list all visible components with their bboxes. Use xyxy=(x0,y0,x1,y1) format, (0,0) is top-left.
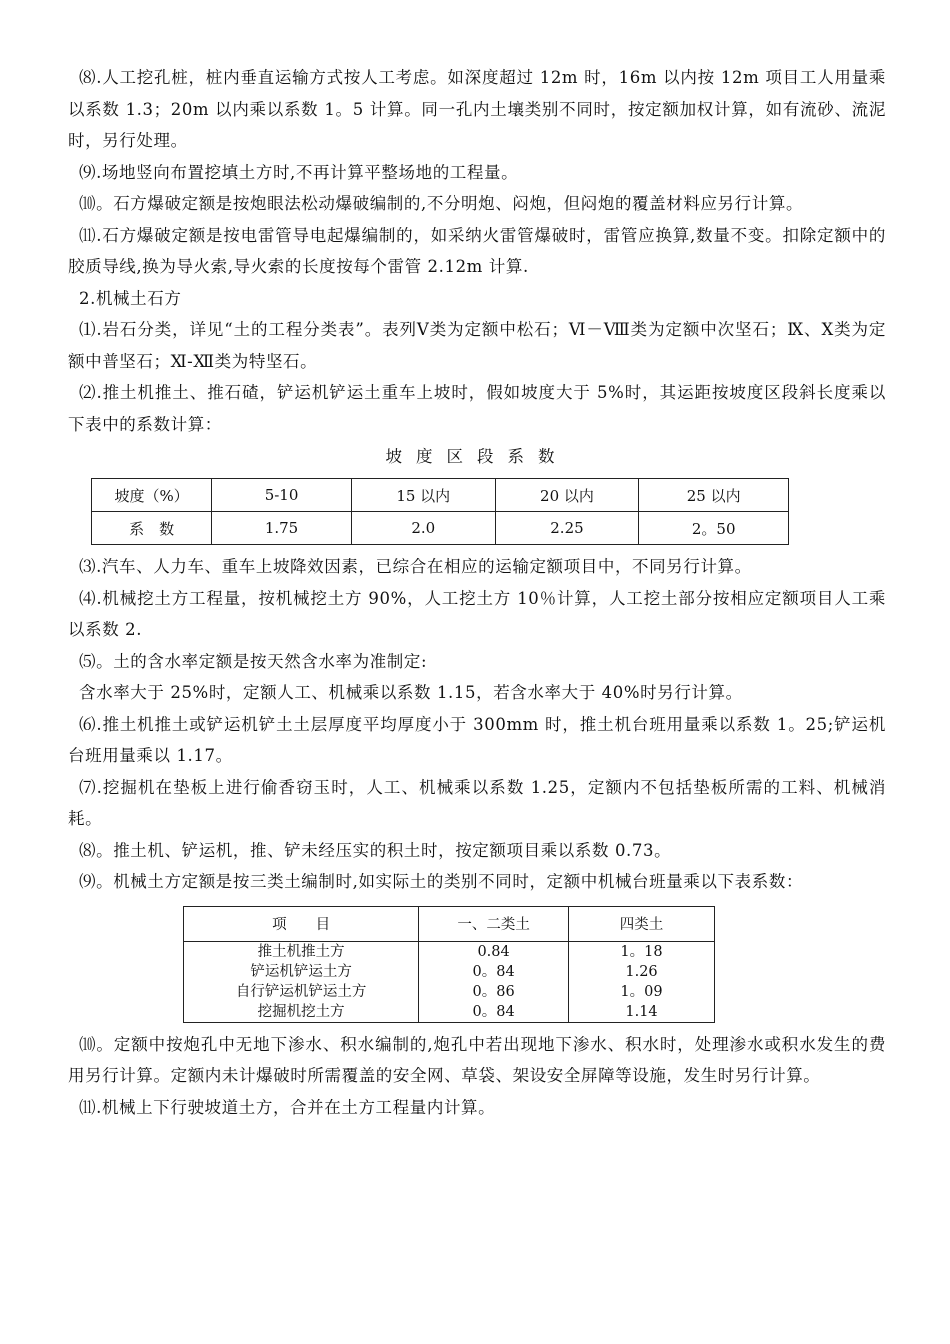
table-cell: 铲运机铲运土方 xyxy=(184,962,419,982)
table-header-row xyxy=(184,906,715,941)
paragraph-3-vehicle: ⑶.汽车、人力车、重车上坡降效因素，已综合在相应的运输定额项目中，不同另行计算。 xyxy=(79,557,752,576)
table-row xyxy=(184,941,715,962)
table-row xyxy=(184,982,715,1002)
table-cell: 0。84 xyxy=(419,1002,569,1023)
paragraph-4-machine-dig: ⑷.机械挖土方工程量，按机械挖土方 90%，人工挖土方 10％计算，人工挖土部分按相应定额项目人工乘以系数 2. xyxy=(68,588,886,639)
document-page xyxy=(68,62,886,1123)
paragraph-7-excavator: ⑺.挖掘机在垫板上进行偷香窃玉时，人工、机械乘以系数 1.25，定额内不包括垫板所需的工料、机械消耗。 xyxy=(68,777,886,828)
paragraph-8-manual-pile: ⑻.人工挖孔桩，桩内垂直运输方式按人工考虑。如深度超过 12m 时，16m 以内按 12m 项目工人用量乘以系数 1.3；20m 以内乘以系数 1。5 计算。同一孔内土壤类别不同时，按定额加权计算，如有流砂、流泥时，另行处理。 xyxy=(68,68,886,150)
table-cell: 系 数 xyxy=(92,512,212,545)
table-caption-slope: 坡度区段系数 xyxy=(385,447,569,466)
table-cell: 2。50 xyxy=(639,512,789,545)
paragraph-9-soil-class: ⑼。机械土方定额是按三类土编制时,如实际土的类别不同时，定额中机械台班量乘以下表系数： xyxy=(79,872,804,891)
table-cell: 1。18 xyxy=(569,941,715,962)
table-cell: 1.14 xyxy=(569,1002,715,1023)
paragraph-6-layer-thickness: ⑹.推土机推土或铲运机铲土土层厚度平均厚度小于 300mm 时，推土机台班用量乘以系数 1。25;铲运机台班用量乘以 1.17。 xyxy=(68,714,886,765)
table-header-cell: 项 目 xyxy=(184,906,419,941)
paragraph-8-loose-soil: ⑻。推土机、铲运机，推、铲未经压实的积土时，按定额项目乘以系数 0.73。 xyxy=(79,840,672,860)
table-cell: 20 以内 xyxy=(495,479,639,512)
table-cell: 坡度（%） xyxy=(92,479,212,512)
table-cell: 挖掘机挖土方 xyxy=(184,1002,419,1023)
table-cell: 15 以内 xyxy=(351,479,495,512)
table-header-cell: 一、二类土 xyxy=(419,906,569,941)
table-cell: 2.0 xyxy=(351,512,495,545)
paragraph-10-blasting: ⑽。石方爆破定额是按炮眼法松动爆破编制的,不分明炮、闷炮，但闷炮的覆盖材料应另行计算。 xyxy=(79,194,804,213)
paragraph-11-ramp: ⑾.机械上下行驶坡道土方，合并在土方工程量内计算。 xyxy=(79,1097,496,1117)
paragraph-11-detonator: ⑾.石方爆破定额是按电雷管导电起爆编制的，如采纳火雷管爆破时，雷管应换算,数量不变。扣除定额中的胶质导线,换为导火索,导火索的长度按每个雷管 2.12m 计算. xyxy=(68,225,886,276)
table-cell: 0.84 xyxy=(419,941,569,962)
table-cell: 5-10 xyxy=(212,479,352,512)
paragraph-2-slope: ⑵.推土机推土、推石碴，铲运机铲运土重车上坡时，假如坡度大于 5%时，其运距按坡度区段斜长度乘以下表中的系数计算： xyxy=(68,383,886,434)
table-cell: 0。84 xyxy=(419,962,569,982)
table-cell: 1.26 xyxy=(569,962,715,982)
table-cell: 25 以内 xyxy=(639,479,789,512)
paragraph-10-seepage: ⑽。定额中按炮孔中无地下渗水、积水编制的,炮孔中若出现地下渗水、积水时，处理渗水或积水发生的费用另行计算。定额内未计爆破时所需覆盖的安全网、草袋、架设安全屏障等设施，发生时另行计算。 xyxy=(68,1034,886,1085)
table-cell: 2.25 xyxy=(495,512,639,545)
table-cell: 1。09 xyxy=(569,982,715,1002)
table-cell: 0。86 xyxy=(419,982,569,1002)
section-heading-mechanical: 2.机械土石方 xyxy=(79,288,182,308)
table-cell: 1.75 xyxy=(212,512,352,545)
paragraph-5-moisture: ⑸。土的含水率定额是按天然含水率为准制定: xyxy=(79,651,428,671)
table-row xyxy=(92,512,789,545)
paragraph-5-moisture-detail: 含水率大于 25%时，定额人工、机械乘以系数 1.15，若含水率大于 40%时另行计算。 xyxy=(79,683,743,702)
table-row xyxy=(184,1002,715,1023)
table-header-row xyxy=(92,479,789,512)
slope-coefficient-table xyxy=(91,478,789,545)
paragraph-1-rock-class: ⑴.岩石分类，详见“土的工程分类表”。表列Ⅴ类为定额中松石；Ⅵ－Ⅷ类为定额中次坚石；Ⅸ、Ⅹ类为定额中普坚石；Ⅺ-Ⅻ类为特坚石。 xyxy=(68,320,886,371)
table-header-cell: 四类土 xyxy=(569,906,715,941)
table-cell: 自行铲运机铲运土方 xyxy=(184,982,419,1002)
paragraph-9-site-leveling: ⑼.场地竖向布置挖填土方时,不再计算平整场地的工程量。 xyxy=(79,162,519,182)
soil-class-coefficient-table xyxy=(183,906,715,1023)
table-cell: 推土机推土方 xyxy=(184,941,419,962)
table-row xyxy=(184,962,715,982)
